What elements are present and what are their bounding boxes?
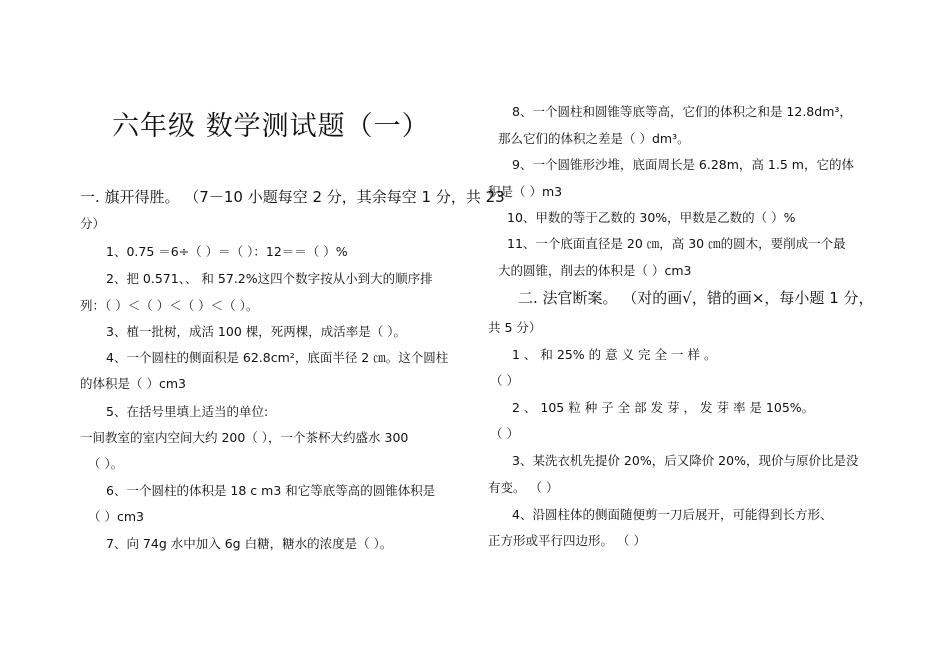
question-6: 6、一个圆柱的体积是 18 c m3 和它等底等高的圆锥体积是 (106, 483, 436, 498)
question-7: 7、向 74g 水中加入 6g 白糖，糖水的浓度是（ ）。 (106, 536, 393, 551)
text-line: 积是（ ）m3 (488, 184, 563, 199)
text-line: （ ） (490, 426, 519, 441)
question-8: 8、一个圆柱和圆锥等底等高，它们的体积之和是 12.8dm³， (512, 104, 852, 119)
text-line: （ ） (490, 373, 519, 388)
question-4: 4、一个圆柱的侧面积是 62.8cm²，底面半径 2 ㎝。这个圆柱 (106, 350, 449, 365)
question-10: 10、甲数的等于乙数的 30%，甲数是乙数的（ ）% (507, 210, 796, 225)
text-line: （ ）。 (88, 456, 124, 471)
text-line: 分） (80, 216, 106, 231)
page-title: 六年级 数学测试题（一） (112, 111, 430, 142)
text-line: （ ）cm3 (88, 509, 144, 524)
judge-question-4: 4、沿圆柱体的侧面随便剪一刀后展开，可能得到长方形、 (512, 507, 833, 522)
text-line: 一间教室的室内空间大约 200（ ），一个茶杯大约盛水 300 (80, 430, 409, 445)
section-1-heading: 一. 旗开得胜。 （7－10 小题每空 2 分，其余每空 1 分，共 23 (80, 188, 505, 206)
text-line: 列：（ ）＜（ ）＜（ ）＜（ ）。 (80, 298, 259, 313)
text-line: 大的圆锥，削去的体积是（ ）cm3 (498, 263, 692, 278)
text-line: 那么它们的体积之差是（ ）dm³。 (498, 131, 690, 146)
question-2: 2、把 0.571、、 和 57.2%这四个数字按从小到大的顺序排 (106, 271, 433, 286)
text-line: 的体积是（ ）cm3 (80, 376, 186, 391)
question-5: 5、在括号里填上适当的单位: (106, 404, 269, 419)
question-1: 1、0.75 ＝6÷（ ）＝（ ）：12＝＝（ ）% (106, 244, 348, 259)
section-2-heading: 二. 法官断案。 （对的画√，错的画×，每小题 1 分， (518, 289, 874, 307)
text-line: 正方形或平行四边形。 （ ） (488, 533, 646, 548)
judge-question-2: 2 、 105 粒 种 子 全 部 发 芽 ， 发 芽 率 是 105%。 (512, 400, 815, 415)
text-line: 共 5 分） (488, 320, 542, 335)
judge-question-3: 3、某洗衣机先提价 20%，后又降价 20%，现价与原价比是没 (512, 453, 859, 468)
question-11: 11、一个底面直径是 20 ㎝，高 30 ㎝的圆木，要削成一个最 (507, 236, 846, 251)
text-line: 有变。 （ ） (488, 480, 559, 495)
question-9: 9、一个圆锥形沙堆，底面周长是 6.28m，高 1.5 m，它的体 (512, 157, 854, 172)
question-3: 3、植一批树，成活 100 棵，死两棵，成活率是（ ）。 (106, 324, 406, 339)
judge-question-1: 1 、 和 25% 的 意 义 完 全 一 样 。 (512, 347, 717, 362)
